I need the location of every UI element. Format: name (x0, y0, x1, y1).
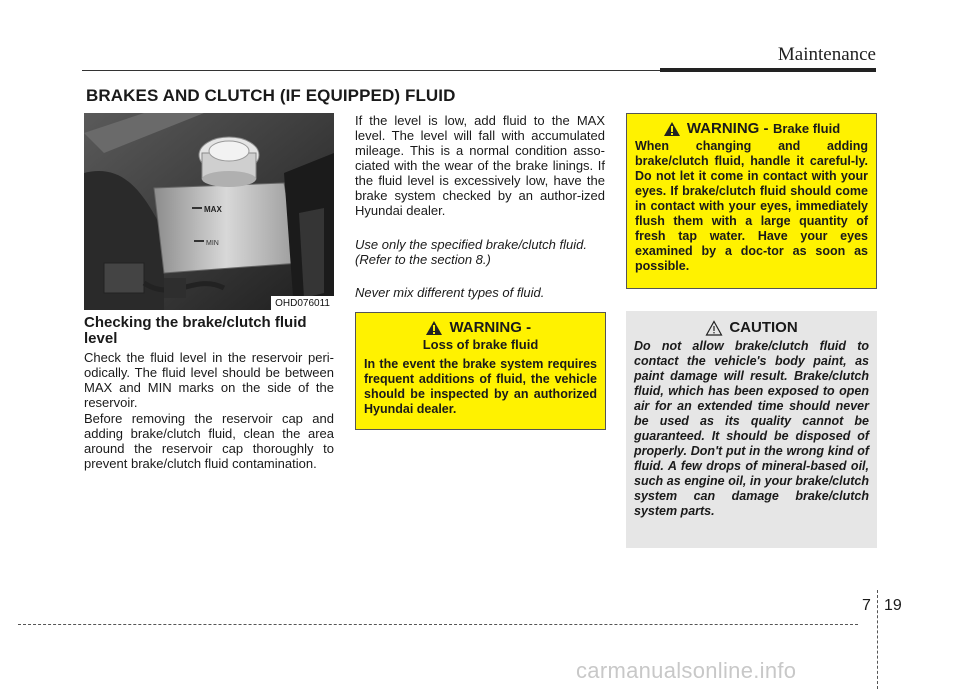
warning-header (364, 319, 597, 353)
subsection-heading: Checking the brake/clutch fluid level (84, 314, 307, 347)
chapter-number: 7 (862, 597, 871, 614)
check-level-paragraph: Check the fluid level in the reservoir peri-odically. The fluid level should be between MAX and MIN marks on the side of the reservoir. (84, 350, 334, 410)
caution-header (634, 319, 869, 336)
figure-code: OHD076011 (271, 296, 334, 310)
header-rule-thin (82, 70, 660, 71)
caution-box (626, 311, 877, 548)
warning-brake-fluid (626, 113, 877, 289)
header-rule-thick (660, 68, 876, 72)
specified-fluid-note: Use only the specified brake/clutch fluid. (Refer to the section 8.) (355, 237, 587, 267)
brake-reservoir-photo (84, 113, 334, 310)
warning-subject: Loss of brake fluid (422, 337, 539, 352)
warning-triangle-icon (663, 121, 681, 137)
clean-cap-paragraph: Before removing the reservoir cap and adding brake/clutch fluid, clean the area around the reservoir cap thoroughly to prevent brake/clutch fluid contamination. (84, 411, 334, 471)
warning-word: WARNING - (686, 120, 769, 137)
min-mark-label: MIN (206, 240, 219, 247)
warning-body: When changing and adding brake/clutch fluid, handle it careful-ly. Do not let it come in contact with your eyes. If brake/clutch fluid should come in contact with your eyes, immediately flush them with a large quantity of fresh tap water. Have your eyes examined by a doc-tor as soon as possible. (635, 139, 868, 273)
warning-header (635, 120, 868, 137)
footer-divider (877, 590, 878, 689)
warning-triangle-icon (425, 320, 443, 336)
page-number: 19 (884, 597, 902, 614)
low-level-paragraph: If the level is low, add fluid to the MAX level. The level will fall with accumulated mileage. This is a normal condition asso-ciated with the wear of the brake linings. If the fluid level is excessively low, have the brake system checked by an author-ized Hyundai dealer. (355, 113, 605, 218)
header-title: Maintenance (777, 44, 876, 65)
max-mark-label: MAX (204, 205, 222, 214)
caution-body: Do not allow brake/clutch fluid to contact the vehicle's body paint, as paint damage will result. Brake/clutch fluid, which has been exposed to open air for an extended time should never be used as its quality cannot be guaranteed. It should be disposed of properly. Don't put in the wrong kind of fluid. A few drops of mineral-based oil, such as engine oil, in your brake/clutch system can damage brake/clutch system parts. (634, 339, 869, 518)
no-mix-note: Never mix different types of fluid. (355, 285, 545, 300)
caution-title: CAUTION (729, 319, 798, 336)
engine-bay-illustration (84, 113, 334, 310)
watermark-text: carmanualsonline.info (576, 658, 797, 683)
warning-body: In the event the brake system requires frequent additions of fluid, the vehicle should be inspected by an authorized Hyundai dealer. (364, 357, 597, 416)
warning-subject: Brake fluid (772, 121, 841, 136)
footer-rule (18, 624, 858, 625)
warning-word: WARNING - (449, 319, 532, 336)
section-title: BRAKES AND CLUTCH (IF EQUIPPED) FLUID (86, 86, 456, 105)
caution-triangle-icon (705, 320, 723, 336)
warning-loss-of-fluid (355, 312, 606, 430)
